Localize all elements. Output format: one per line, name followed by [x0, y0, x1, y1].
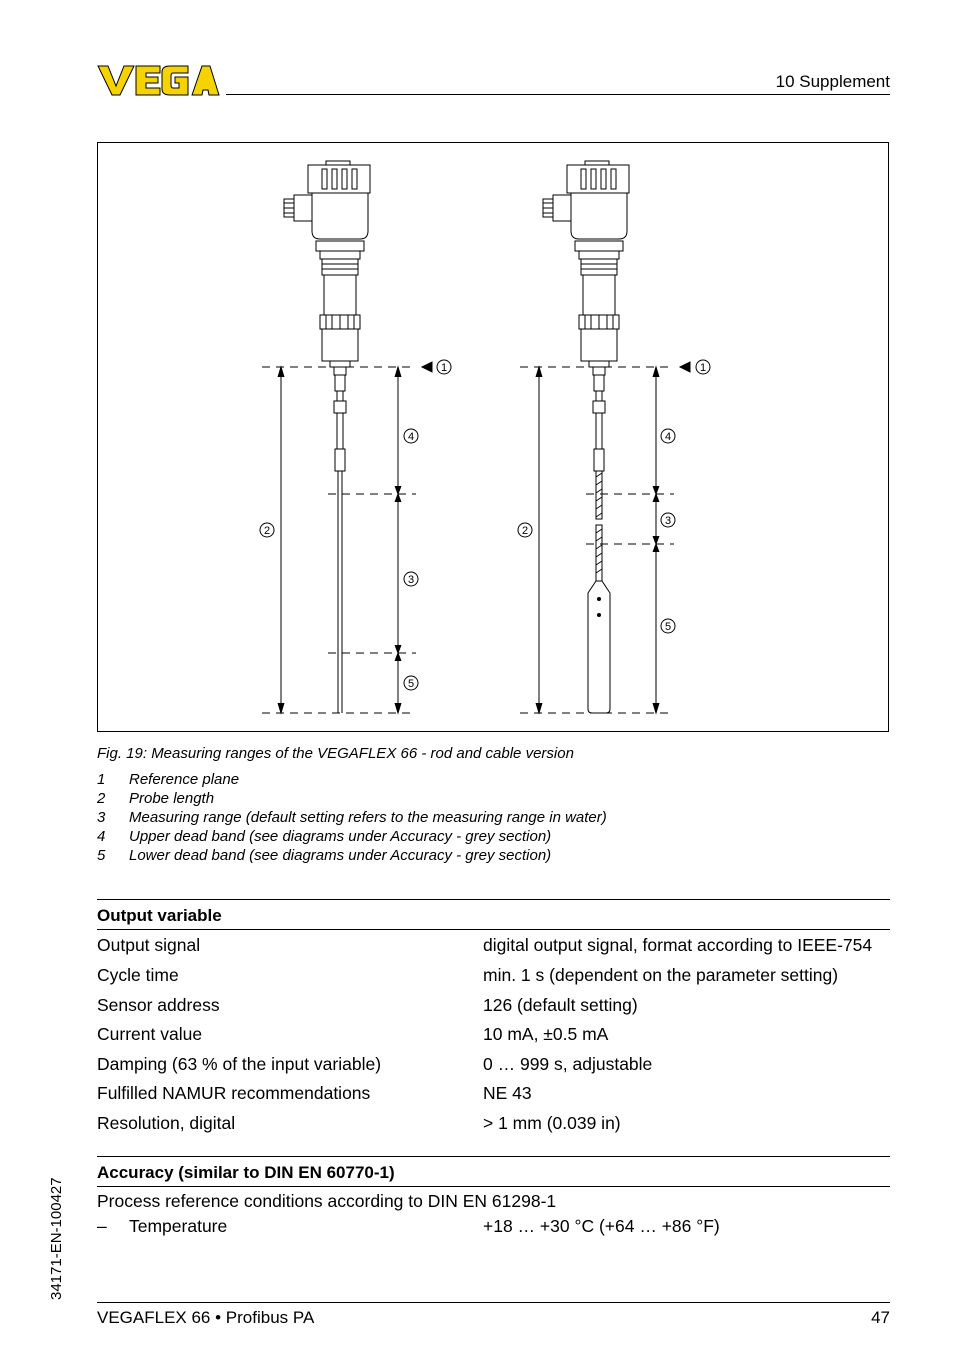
spec-value: digital output signal, format according to IEEE-754: [483, 935, 873, 955]
footer-product: VEGAFLEX 66 • Profibus PA: [97, 1308, 315, 1327]
figure-caption: Fig. 19: Measuring ranges of the VEGAFLEX 66 - rod and cable version: [97, 745, 574, 762]
spec-label: Fulfilled NAMUR recommendations: [97, 1083, 371, 1103]
table-row: [97, 965, 890, 989]
callout-4-cable: 4: [664, 431, 672, 443]
section-heading-output-variable: Output variable: [97, 899, 890, 930]
section-heading-accuracy: Accuracy (similar to DIN EN 60770-1): [97, 1156, 890, 1187]
table-row: [97, 1024, 890, 1048]
spec-value: min. 1 s (dependent on the parameter setting): [483, 965, 839, 985]
legend-text: Measuring range (default setting refers to the measuring range in water): [129, 809, 607, 826]
spec-label: Resolution, digital: [97, 1113, 236, 1133]
spec-value: > 1 mm (0.039 in): [483, 1113, 621, 1133]
legend-number: 3: [97, 809, 106, 826]
callout-2-rod: 2: [263, 525, 271, 537]
table-row: [97, 935, 890, 959]
callout-5-rod: 5: [407, 678, 415, 690]
legend-number: 2: [97, 790, 106, 807]
vega-logo: [96, 62, 220, 98]
header-rule: [226, 94, 890, 95]
legend-number: 1: [97, 771, 106, 788]
spec-label: Damping (63 % of the input variable): [97, 1054, 382, 1074]
legend-number: 5: [97, 847, 106, 864]
table-row: [97, 1216, 890, 1240]
callout-4-rod: 4: [407, 431, 415, 443]
section-title: 10 Supplement: [775, 72, 890, 91]
footer-rule: [97, 1302, 890, 1303]
page-number: 47: [871, 1308, 890, 1327]
table-row: [97, 1054, 890, 1078]
table-row: [97, 1083, 890, 1107]
spec-label: Output signal: [97, 935, 201, 955]
accuracy-intro-row: [97, 1191, 890, 1215]
spec-value: NE 43: [483, 1083, 532, 1103]
spec-label: Current value: [97, 1024, 203, 1044]
callout-3-cable: 3: [664, 515, 672, 527]
spec-label: Cycle time: [97, 965, 179, 985]
legend-text: Upper dead band (see diagrams under Accuracy - grey section): [129, 828, 552, 845]
rod-probe-drawing: [262, 161, 432, 713]
dash-bullet: –: [97, 1216, 107, 1236]
table-row: [97, 995, 890, 1019]
callout-1-rod: 1: [440, 362, 448, 374]
spec-label: Sensor address: [97, 995, 220, 1015]
table-row: [97, 1113, 890, 1137]
probe-diagram: [98, 143, 890, 733]
spec-value: 126 (default setting): [483, 995, 638, 1015]
spec-value: +18 … +30 °C (+64 … +86 °F): [483, 1216, 720, 1236]
spec-value: 10 mA, ±0.5 mA: [483, 1024, 609, 1044]
spec-value: 0 … 999 s, adjustable: [483, 1054, 653, 1074]
callout-2-cable: 2: [521, 525, 529, 537]
callout-1-cable: 1: [699, 362, 707, 374]
spec-label: Temperature: [129, 1216, 228, 1236]
figure-box: [97, 142, 889, 732]
legend-text: Reference plane: [129, 771, 240, 788]
legend-number: 4: [97, 828, 106, 845]
legend-text: Lower dead band (see diagrams under Accuracy - grey section): [129, 847, 552, 864]
callout-3-rod: 3: [407, 574, 415, 586]
callout-5-cable: 5: [664, 621, 672, 633]
legend-text: Probe length: [129, 790, 215, 807]
document-code: 34171-EN-100427: [48, 1177, 65, 1300]
accuracy-intro: Process reference conditions according to DIN EN 61298-1: [97, 1191, 557, 1211]
